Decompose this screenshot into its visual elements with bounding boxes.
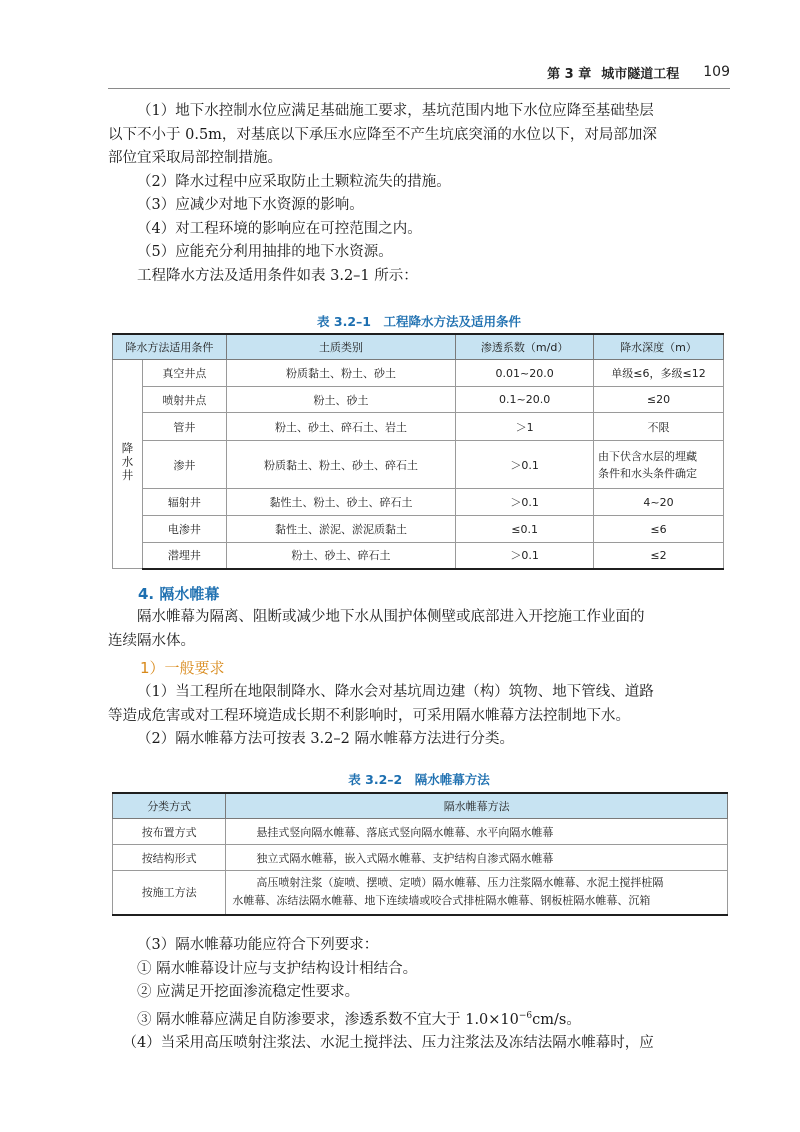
requirement-1 xyxy=(108,681,730,728)
text-line: （1）地下水控制水位应满足基础施工要求，基坑范围内地下水位应降至基础垫层 xyxy=(137,103,654,119)
paragraph-4: （4）对工程环境的影响应在可控范围之内。 xyxy=(137,220,422,237)
text-line: 等造成危害或对工程环境造成长期不利影响时，可采用隔水帷幕方法控制地下水。 xyxy=(108,707,630,724)
depth-cell: ≤2 xyxy=(594,543,724,569)
method-cell: 电渗井 xyxy=(142,516,226,543)
table-header-row xyxy=(113,793,728,819)
permeability-cell: 0.01~20.0 xyxy=(456,360,594,387)
category-cell: 按结构形式 xyxy=(113,845,226,871)
paragraph-1 xyxy=(108,100,730,171)
methods-cell xyxy=(226,871,728,915)
depth-cell xyxy=(594,441,724,489)
depth-line: 由下伏含水层的埋藏 xyxy=(598,449,698,463)
soil-cell: 粉土、砂土 xyxy=(226,387,455,413)
permeability-cell: ≤0.1 xyxy=(456,516,594,543)
method-cell: 潜埋井 xyxy=(142,543,226,569)
col-header-permeability: 渗透系数（m/d） xyxy=(456,334,594,360)
paragraph-2: （2）降水过程中应采取防止土颗粒流失的措施。 xyxy=(137,173,451,190)
table-row xyxy=(113,441,724,489)
section-4-intro xyxy=(108,606,730,653)
methods-line: 水帷幕、冻结法隔水帷幕、地下连续墙或咬合式排桩隔水帷幕、钢板桩隔水帷幕、沉箱 xyxy=(232,894,651,908)
table-row xyxy=(113,871,728,915)
text-line: 隔水帷幕为隔离、阻断或减少地下水从围护体侧壁或底部进入开挖施工作业面的 xyxy=(137,609,645,625)
soil-cell: 粉土、砂土、碎石土、岩土 xyxy=(226,413,455,441)
chapter-title: 城市隧道工程 xyxy=(601,66,680,82)
requirement-2: （2）隔水帷幕方法可按表 3.2–2 隔水帷幕方法进行分类。 xyxy=(137,731,514,747)
table-row xyxy=(113,819,728,845)
table-row xyxy=(113,360,724,387)
permeability-cell: ＞1 xyxy=(456,413,594,441)
text-line: 部位宜采取局部控制措施。 xyxy=(108,150,282,166)
dewatering-table xyxy=(112,333,724,570)
depth-cell: ≤6 xyxy=(594,516,724,543)
general-requirements-heading: 1）一般要求 xyxy=(140,659,225,677)
col-header-category: 分类方式 xyxy=(113,793,226,819)
curtain-function-section xyxy=(108,934,730,1055)
methods-cell: 独立式隔水帷幕，嵌入式隔水帷幕、支护结构自渗式隔水帷幕 xyxy=(226,845,728,871)
page-number: 109 xyxy=(703,64,730,80)
col-header-methods: 隔水帷幕方法 xyxy=(226,793,728,819)
category-cell: 按施工方法 xyxy=(113,871,226,915)
method-cell: 辐射井 xyxy=(142,489,226,516)
methods-line: 高压喷射注浆（旋喷、摆喷、定喷）隔水帷幕、压力注浆隔水帷幕、水泥土搅拌桩隔 xyxy=(256,876,664,890)
permeability-cell: 0.1~20.0 xyxy=(456,387,594,413)
methods-cell: 悬挂式竖向隔水帷幕、落底式竖向隔水帷幕、水平向隔水帷幕 xyxy=(226,819,728,845)
method-cell: 真空井点 xyxy=(142,360,226,387)
table-1-title: 表 3.2–1 工程降水方法及适用条件 xyxy=(317,314,521,329)
method-cell: 喷射井点 xyxy=(142,387,226,413)
table-row xyxy=(113,845,728,871)
permeability-cell: ＞0.1 xyxy=(456,489,594,516)
group-label-cell xyxy=(113,360,143,569)
intro-section xyxy=(108,100,730,288)
col-header-method: 降水方法适用条件 xyxy=(113,334,227,360)
requirement-3: （3）隔水帷幕功能应符合下列要求： xyxy=(137,937,379,953)
text-line: （1）当工程所在地限制降水、降水会对基坑周边建（构）筑物、地下管线、道路 xyxy=(137,684,654,700)
item3-text: ③ 隔水帷幕应满足自防渗要求，渗透系数不宜大于 1.0×10 xyxy=(137,1011,519,1028)
paragraph-5: （5）应能充分利用抽排的地下水资源。 xyxy=(137,244,393,260)
table-2-title: 表 3.2–2 隔水帷幕方法 xyxy=(348,772,490,787)
unit: cm/s。 xyxy=(532,1011,581,1028)
running-header xyxy=(0,56,730,88)
function-item-3 xyxy=(108,1005,730,1032)
table-row xyxy=(113,543,724,569)
paragraph-6: 工程降水方法及适用条件如表 3.2–1 所示： xyxy=(137,267,418,284)
requirement-4: （4）当采用高压喷射注浆法、水泥土搅拌法、压力注浆法及冻结法隔水帷幕时，应 xyxy=(122,1034,654,1051)
function-item-1: ① 隔水帷幕设计应与支护结构设计相结合。 xyxy=(137,960,418,977)
group-label: 降水井 xyxy=(120,442,135,483)
waterproof-curtain-table xyxy=(112,792,728,916)
table-header-row xyxy=(113,334,724,360)
table-row xyxy=(113,387,724,413)
section-4-requirements xyxy=(108,681,730,752)
depth-cell: ≤20 xyxy=(594,387,724,413)
text-line: 以下不小于 0.5m，对基底以下承压水应降至不产生坑底突涌的水位以下，对局部加深 xyxy=(108,126,657,143)
soil-cell: 粉质黏土、粉土、砂土 xyxy=(226,360,455,387)
col-header-soil: 土质类别 xyxy=(226,334,455,360)
method-cell: 渗井 xyxy=(142,441,226,489)
section-4-paragraph xyxy=(108,606,730,653)
text-line: 连续隔水体。 xyxy=(108,632,195,649)
section-4-heading: 4. 隔水帷幕 xyxy=(138,585,220,603)
permeability-cell: ＞0.1 xyxy=(456,543,594,569)
method-cell: 管井 xyxy=(142,413,226,441)
paragraph-3: （3）应减少对地下水资源的影响。 xyxy=(137,197,364,213)
permeability-cell: ＞0.1 xyxy=(456,441,594,489)
table-row xyxy=(113,489,724,516)
table-row xyxy=(113,516,724,543)
soil-cell: 粉土、砂土、碎石土 xyxy=(226,543,455,569)
col-header-depth: 降水深度（m） xyxy=(594,334,724,360)
depth-cell: 单级≤6，多级≤12 xyxy=(594,360,724,387)
depth-cell: 不限 xyxy=(594,413,724,441)
chapter-label: 第 3 章 xyxy=(547,66,592,82)
header-rule xyxy=(108,88,730,89)
exponent: −6 xyxy=(518,1010,533,1021)
soil-cell: 黏性土、粉土、砂土、碎石土 xyxy=(226,489,455,516)
depth-line: 条件和水头条件确定 xyxy=(598,466,698,480)
depth-cell: 4~20 xyxy=(594,489,724,516)
category-cell: 按布置方式 xyxy=(113,819,226,845)
soil-cell: 黏性土、淤泥、淤泥质黏土 xyxy=(226,516,455,543)
function-item-2: ② 应满足开挖面渗流稳定性要求。 xyxy=(137,984,360,1000)
table-row xyxy=(113,413,724,441)
soil-cell: 粉质黏土、粉土、砂土、碎石土 xyxy=(226,441,455,489)
